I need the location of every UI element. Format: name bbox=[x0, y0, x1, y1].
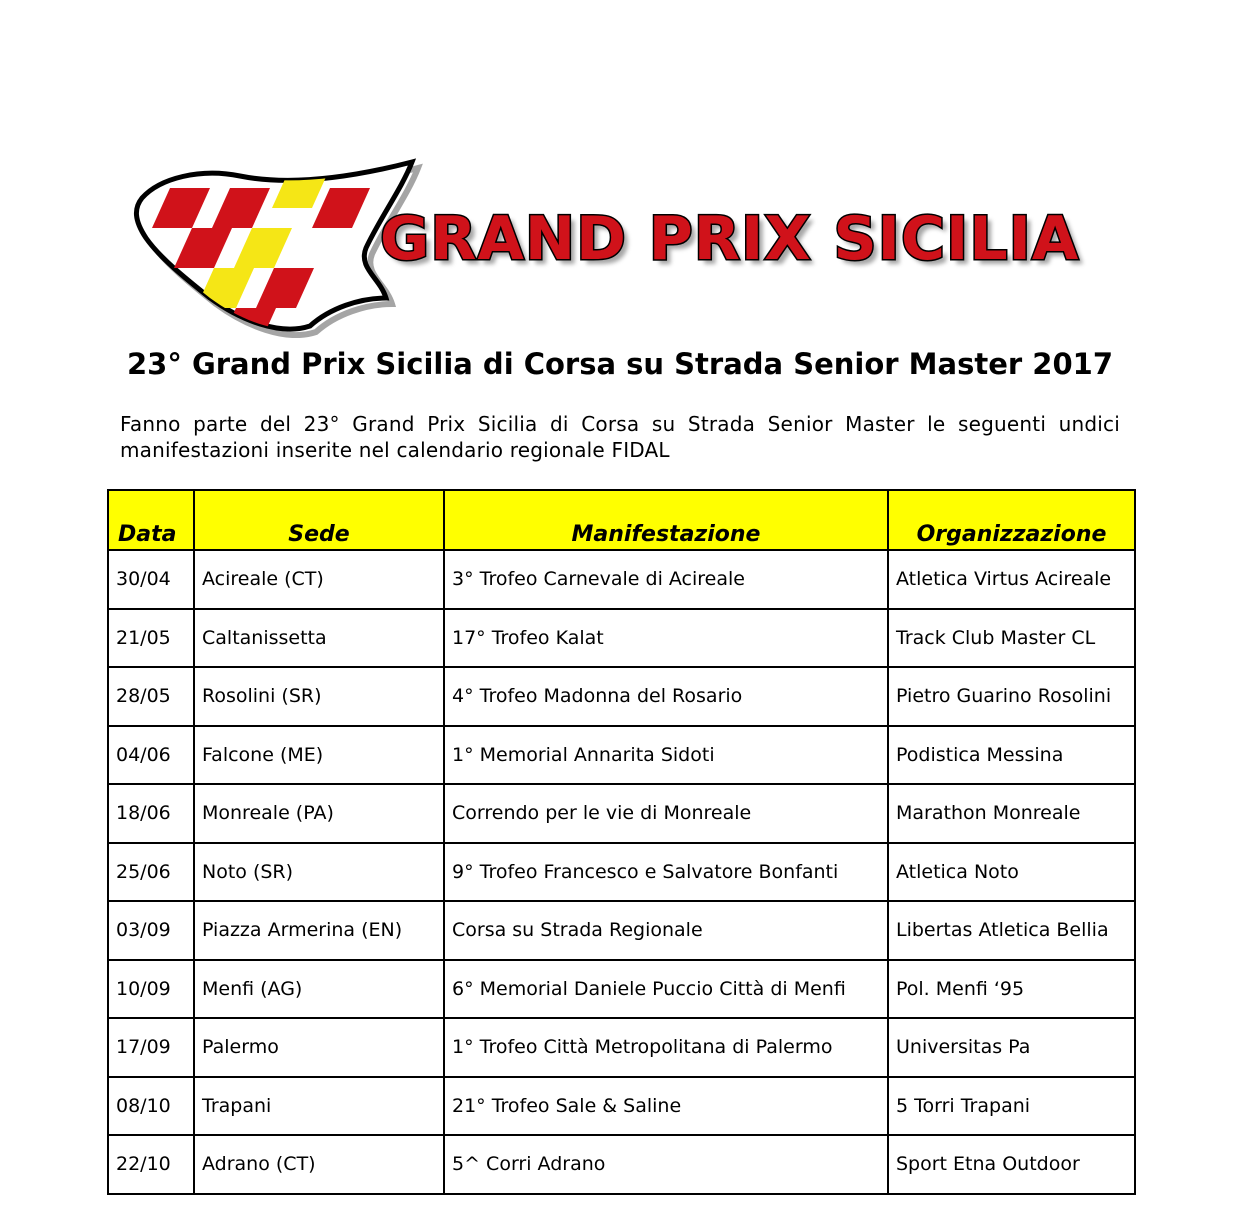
table-row bbox=[108, 901, 1135, 960]
cell-data: 30/04 bbox=[108, 550, 194, 609]
cell-data: 04/06 bbox=[108, 726, 194, 785]
intro-paragraph: Fanno parte del 23° Grand Prix Sicilia di Corsa su Strada Senior Master le seguenti undici manifestazioni inserite nel calendario regionale FIDAL bbox=[120, 412, 1120, 462]
cell-sede: Trapani bbox=[194, 1077, 444, 1136]
cell-manifestazione: 21° Trofeo Sale & Saline bbox=[444, 1077, 888, 1136]
cell-organizzazione: Universitas Pa bbox=[888, 1018, 1135, 1077]
cell-data: 18/06 bbox=[108, 784, 194, 843]
cell-sede: Adrano (CT) bbox=[194, 1135, 444, 1194]
cell-data: 03/09 bbox=[108, 901, 194, 960]
cell-manifestazione: 3° Trofeo Carnevale di Acireale bbox=[444, 550, 888, 609]
table-row bbox=[108, 609, 1135, 668]
table-row bbox=[108, 667, 1135, 726]
cell-organizzazione: Sport Etna Outdoor bbox=[888, 1135, 1135, 1194]
cell-data: 25/06 bbox=[108, 843, 194, 902]
grand-prix-sicilia-logo bbox=[130, 148, 1110, 338]
cell-organizzazione: 5 Torri Trapani bbox=[888, 1077, 1135, 1136]
cell-sede: Noto (SR) bbox=[194, 843, 444, 902]
cell-sede: Falcone (ME) bbox=[194, 726, 444, 785]
cell-sede: Rosolini (SR) bbox=[194, 667, 444, 726]
cell-sede: Menfi (AG) bbox=[194, 960, 444, 1019]
table-row bbox=[108, 784, 1135, 843]
table-header-row bbox=[108, 490, 1135, 550]
table-row bbox=[108, 843, 1135, 902]
cell-organizzazione: Track Club Master CL bbox=[888, 609, 1135, 668]
page-title: 23° Grand Prix Sicilia di Corsa su Strada Senior Master 2017 bbox=[127, 347, 1113, 381]
cell-manifestazione: 4° Trofeo Madonna del Rosario bbox=[444, 667, 888, 726]
cell-organizzazione: Atletica Virtus Acireale bbox=[888, 550, 1135, 609]
cell-manifestazione: 1° Memorial Annarita Sidoti bbox=[444, 726, 888, 785]
cell-manifestazione: 5^ Corri Adrano bbox=[444, 1135, 888, 1194]
cell-manifestazione: Correndo per le vie di Monreale bbox=[444, 784, 888, 843]
cell-sede: Caltanissetta bbox=[194, 609, 444, 668]
cell-manifestazione: 6° Memorial Daniele Puccio Città di Menfi bbox=[444, 960, 888, 1019]
cell-sede: Piazza Armerina (EN) bbox=[194, 901, 444, 960]
table-row bbox=[108, 1077, 1135, 1136]
table-row bbox=[108, 1018, 1135, 1077]
cell-manifestazione: 17° Trofeo Kalat bbox=[444, 609, 888, 668]
cell-data: 21/05 bbox=[108, 609, 194, 668]
cell-organizzazione: Pol. Menfi ‘95 bbox=[888, 960, 1135, 1019]
cell-data: 28/05 bbox=[108, 667, 194, 726]
table-row bbox=[108, 550, 1135, 609]
cell-manifestazione: 9° Trofeo Francesco e Salvatore Bonfanti bbox=[444, 843, 888, 902]
cell-organizzazione: Marathon Monreale bbox=[888, 784, 1135, 843]
table-row bbox=[108, 960, 1135, 1019]
cell-sede: Acireale (CT) bbox=[194, 550, 444, 609]
cell-organizzazione: Pietro Guarino Rosolini bbox=[888, 667, 1135, 726]
column-header-data: Data bbox=[108, 490, 194, 550]
cell-manifestazione: Corsa su Strada Regionale bbox=[444, 901, 888, 960]
cell-organizzazione: Podistica Messina bbox=[888, 726, 1135, 785]
cell-manifestazione: 1° Trofeo Città Metropolitana di Palermo bbox=[444, 1018, 888, 1077]
cell-data: 17/09 bbox=[108, 1018, 194, 1077]
cell-organizzazione: Atletica Noto bbox=[888, 843, 1135, 902]
logo-text: GRAND PRIX SICILIA bbox=[380, 204, 1080, 274]
cell-organizzazione: Libertas Atletica Bellia bbox=[888, 901, 1135, 960]
column-header-manifestazione: Manifestazione bbox=[444, 490, 888, 550]
column-header-sede: Sede bbox=[194, 490, 444, 550]
cell-data: 10/09 bbox=[108, 960, 194, 1019]
column-header-organizzazione: Organizzazione bbox=[888, 490, 1135, 550]
cell-sede: Monreale (PA) bbox=[194, 784, 444, 843]
cell-data: 22/10 bbox=[108, 1135, 194, 1194]
cell-data: 08/10 bbox=[108, 1077, 194, 1136]
calendar-table bbox=[107, 489, 1136, 1195]
table-row bbox=[108, 1135, 1135, 1194]
table-row bbox=[108, 726, 1135, 785]
cell-sede: Palermo bbox=[194, 1018, 444, 1077]
